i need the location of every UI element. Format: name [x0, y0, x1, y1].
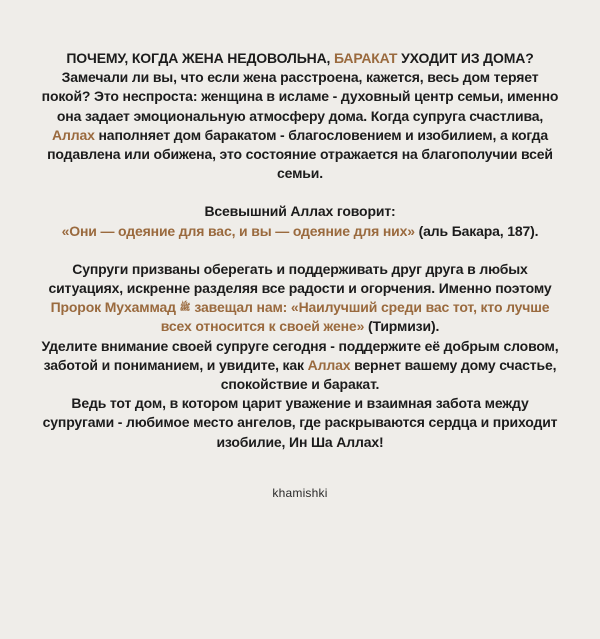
hadith-source: (Тирмизи).	[364, 318, 440, 335]
prophet-name: Пророк Мухаммад ﷺ завещал нам: «Наилучший среди вас тот, кто лучше всех относится к своей жене»	[50, 299, 550, 335]
body-accent: Аллах	[307, 356, 351, 373]
quran-quote-block	[38, 202, 562, 240]
post-title: ПОЧЕМУ, КОГДА ЖЕНА НЕДОВОЛЬНА, БАРАКАТ УХОДИТ ИЗ ДОМА? Замечали ли вы, что если жена расстроена, кажется, весь дом теряет покой? Это неспроста: женщина в исламе - духовный центр семьи, именно она задает эмоциональную атмосферу дома. Когда супруга счастлива, Аллах наполняет дом баракатом - благословением и изобилием, а когда подавлена или обижена, это состояние отражается на благополучии всей семьи.	[41, 50, 559, 182]
intro-paragraph: Замечали ли вы, что если жена расстроена, кажется, весь дом теряет покой? Это неспроста: женщина в исламе - духовный центр семьи, именно она задает эмоциональную атмосферу дома. Когда супруга счастлива, Аллах наполняет дом баракатом - благословением и изобилием, а когда подавлена или обижена, это состояние отражается на благополучии всей семьи.	[41, 69, 559, 182]
title-accent: БАРАКАТ	[334, 50, 398, 66]
main-body: Супруги призваны оберегать и поддерживать друг друга в любых ситуациях, искренне разделяя все радости и огорчения. Именно поэтому Пророк Мухаммад ﷺ завещал нам: «Наилучший среди вас тот, кто лучше всех относится к своей жене» (Тирмизи). Уделите внимание своей супруге сегодня - поддержите её добрым словом, заботой и пониманием, и увидите, как Аллах вернет вашему дому счастье, спокойствие и баракат. Ведь тот дом, в котором царит уважение и взаимная забота между супругами - любимое место ангелов, где раскрываются сердца и приходит изобилие, Ин Ша Аллах!	[41, 260, 559, 450]
salawat-seal: ﷺ	[179, 302, 191, 313]
quran-quote: «Они — одеяние для вас, и вы — одеяние для них»	[61, 222, 415, 239]
quran-lead: Всевышний Аллах говорит:	[204, 203, 396, 220]
quran-source: (аль Бакара, 187).	[414, 222, 539, 239]
intro-accent: Аллах	[52, 126, 95, 143]
author-signature: khamishki	[272, 485, 328, 500]
